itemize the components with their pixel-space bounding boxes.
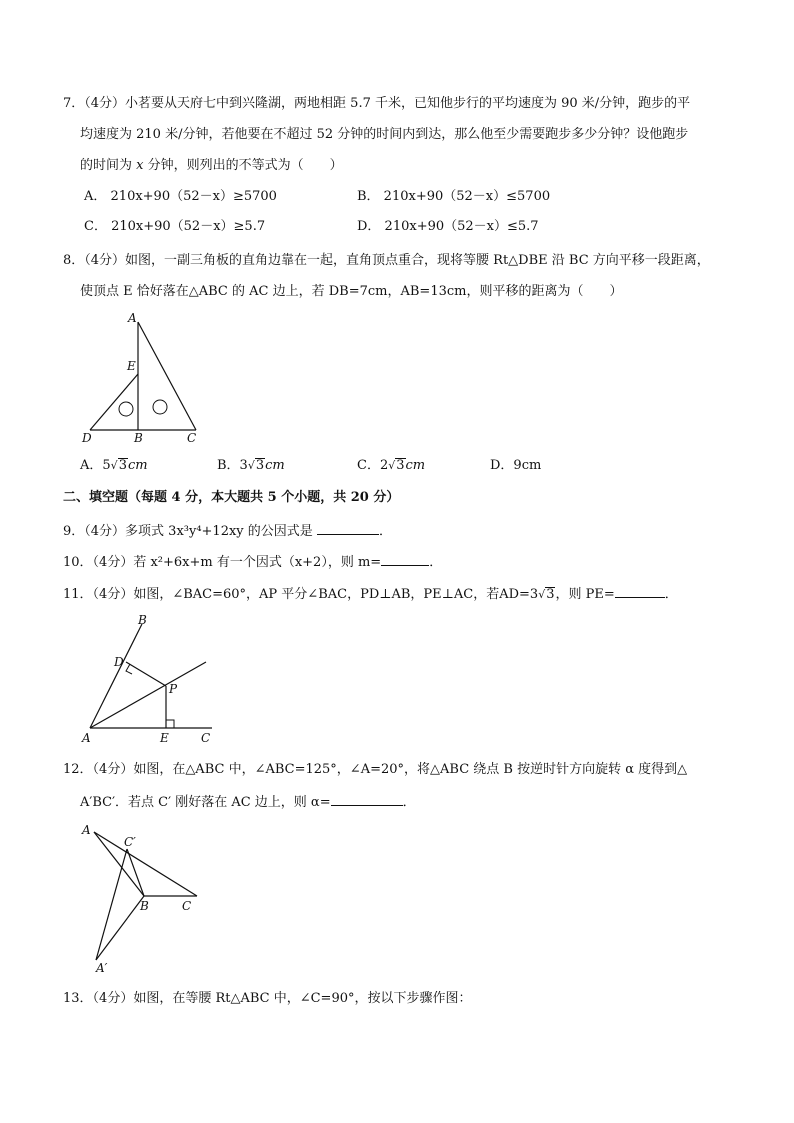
- q8-label-c: C: [187, 431, 197, 445]
- q12-label-c: C: [182, 899, 192, 913]
- q7-option-a: A． 210x+90（52－x）≥5700: [84, 189, 277, 204]
- q11-label-d: D: [114, 655, 124, 669]
- q8-option-b: B．3√3cm: [217, 458, 285, 473]
- q12-side-ab: [94, 832, 144, 896]
- q7-option-d: D． 210x+90（52－x）≤5.7: [357, 219, 539, 234]
- q8-label-e: E: [127, 359, 136, 373]
- q10-answer-blank[interactable]: [381, 553, 429, 566]
- q8-line1: 8．（4分）如图，一副三角板的直角边靠在一起，直角顶点重合，现将等腰 Rt△DBE 沿 BC 方向平移一段距离，: [63, 253, 710, 268]
- q11-ray-ab: [90, 624, 142, 728]
- q7-line1: 7．（4分）小茗要从天府七中到兴隆湖，两地相距 5.7 千米，已知他步行的平均速度为 90 米/分钟，跑步的平: [63, 96, 691, 111]
- q12-side-c1a1: [96, 849, 127, 960]
- q11-label-e: E: [160, 731, 169, 745]
- q12-label-b: B: [140, 899, 149, 913]
- q9: 9．（4分）多项式 3x³y⁴+12xy 的公因式是 ．: [63, 524, 392, 539]
- q8-label-a: A: [128, 311, 137, 325]
- q12-label-c-prime: C′: [124, 835, 136, 849]
- q8-option-c: C．2√3cm: [357, 458, 426, 473]
- q12-line2: A′BC′．若点 C′ 刚好落在 AC 边上，则 α= ．: [80, 795, 416, 810]
- q8-label-b: B: [134, 431, 143, 445]
- q8-side-ac: [138, 322, 196, 430]
- q12-label-a-prime: A′: [96, 961, 108, 975]
- q7-line3: 的时间为 x 分钟，则列出的不等式为（ ）: [80, 158, 343, 173]
- q7-option-b: B． 210x+90（52－x）≤5700: [357, 189, 551, 204]
- q11-bisector-ap: [90, 662, 206, 728]
- q8-circle-left: [119, 402, 133, 416]
- q8-label-d: D: [82, 431, 92, 445]
- q11-angle-figure: [80, 612, 220, 747]
- q7-option-c: C． 210x+90（52－x）≥5.7: [84, 219, 266, 234]
- q7-line2: 均速度为 210 米/分钟，若他要在不超过 52 分钟的时间内到达，那么他至少需要跑步多少分钟？设他跑步: [80, 127, 689, 142]
- q10: 10．（4分）若 x²+6x+m 有一个因式（x+2），则 m= ．: [63, 555, 443, 570]
- q11-label-b: B: [138, 613, 147, 627]
- q12-line1: 12．（4分）如图，在△ABC 中，∠ABC=125°，∠A=20°，将△ABC 绕点 B 按逆时针方向旋转 α 度得到△: [63, 762, 688, 777]
- q11-right-angle-e: [166, 720, 174, 728]
- q11-answer-blank[interactable]: [615, 585, 665, 598]
- q12-rotation-figure: [80, 820, 210, 980]
- q11-label-p: P: [169, 682, 178, 696]
- section-2-heading: 二、填空题（每题 4 分，本大题共 5 个小题，共 20 分）: [63, 490, 400, 505]
- q12-side-c1b: [127, 849, 144, 896]
- q12-side-ba1: [96, 896, 144, 960]
- q8-option-d: D．9cm: [490, 458, 542, 473]
- q12-side-ac: [94, 832, 197, 896]
- q12-label-a: A: [82, 823, 91, 837]
- q8-side-de: [90, 374, 138, 430]
- q8-triangle-figure: [78, 308, 208, 448]
- q11-label-a: A: [82, 731, 91, 745]
- q8-circle-right: [153, 400, 167, 414]
- q8-line2: 使顶点 E 恰好落在△ABC 的 AC 边上，若 DB=7cm，AB=13cm，则平移的距离为（ ）: [80, 284, 623, 299]
- q11-label-c: C: [201, 731, 211, 745]
- q13: 13．（4分）如图，在等腰 Rt△ABC 中，∠C=90°，按以下步骤作图：: [63, 991, 472, 1006]
- q11: 11．（4分）如图，∠BAC=60°，AP 平分∠BAC，PD⊥AB，PE⊥AC，若AD=3√3，则 PE= ．: [63, 587, 678, 602]
- q8-option-a: A．5√3cm: [80, 458, 148, 473]
- q9-answer-blank[interactable]: [317, 522, 379, 535]
- q12-answer-blank[interactable]: [331, 793, 403, 806]
